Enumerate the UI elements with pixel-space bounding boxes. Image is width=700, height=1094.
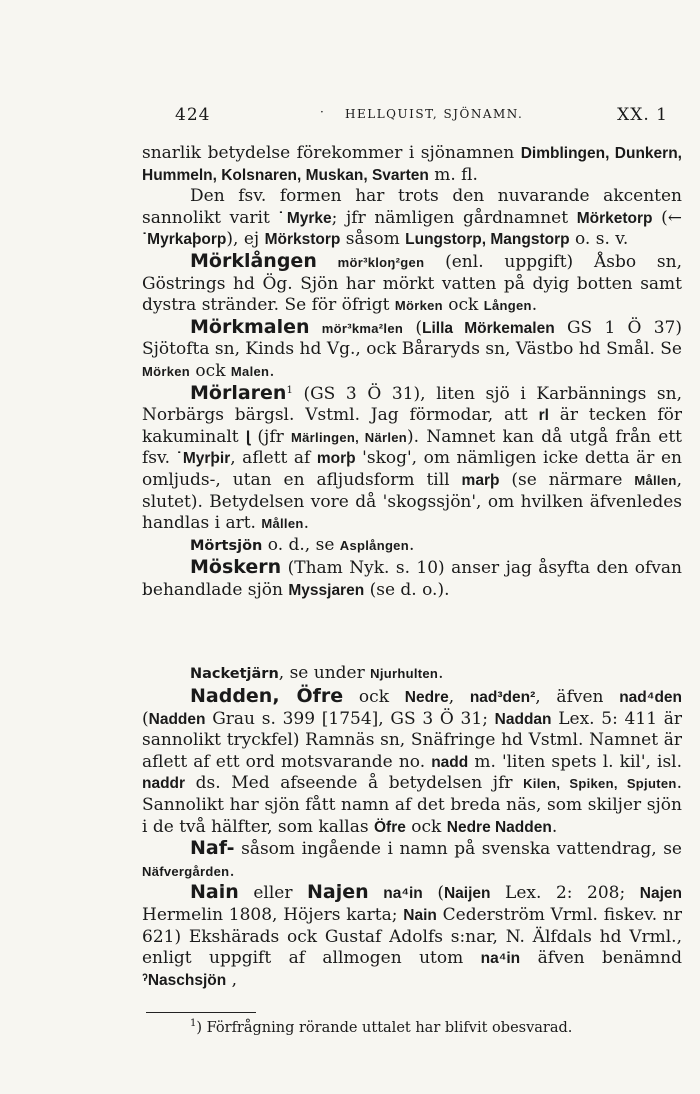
bold-term: Myssjaren [288, 581, 365, 599]
text: 'skog', om nämligen icke detta är en omljuds-, utan en afljudsform till [142, 448, 682, 490]
entry-headword: Naf- [190, 837, 235, 860]
text: . [438, 663, 444, 684]
text: eller [238, 883, 308, 904]
entry-headword: Nacketjärn [190, 666, 279, 683]
text: är tecken för kakuminalt [142, 405, 682, 447]
text: , äfven [535, 687, 620, 708]
text: (Tham Nyk. s. 10) anser jag åsyfta den ofvan behandlade sjön [142, 558, 682, 600]
bold-term: Nedre Nadden [446, 818, 552, 836]
text: (jfr [250, 426, 292, 447]
entry-morkmalen [142, 317, 682, 383]
text: ), ej [226, 229, 265, 250]
text: . [229, 860, 235, 881]
text: ock [343, 687, 405, 708]
main-text [142, 143, 682, 991]
entry-headword: Nain [190, 881, 239, 904]
text: såsom ingående i namn på svenska vattendrag, se [234, 839, 682, 860]
text: såsom [340, 229, 406, 250]
bold-term: Malen [230, 363, 270, 379]
text: , slutet). Betydelsen vore då 'skogssjön', om hvilken äfvenledes handlas i art. [142, 469, 683, 534]
text: (enl. uppgift) Åsbo sn, Göstrings hd Ög. Sjön har mörkt vatten på dyig botten samt dystra stränder. Se för öfrigt [142, 251, 682, 316]
text: Lex. 5: 411 är sannolikt tryckfel) Ramnäs sn, Snäfringe hd Vstml. Namnet är aflett af ett ord motsvarande no. [142, 708, 682, 772]
entry-headword: Nadden, Öfre [190, 685, 344, 708]
text: ds. Med afseende å betydelsen jfr [185, 773, 524, 794]
pronunciation: nad⁴den [619, 689, 682, 707]
footnote-text: ) Förfrågning rörande uttalet har blifvit obesvarad. [196, 1020, 573, 1036]
running-title: HELLQUIST, SJÖNAMN. [345, 107, 524, 121]
text: . [303, 513, 310, 534]
entry-nacketjarn [142, 663, 682, 686]
bold-term: ˀNaschsjön [142, 971, 227, 989]
text: ( [142, 708, 149, 729]
text: ). Namnet kan då utgå från ett fsv. [142, 426, 683, 469]
text: GS 1 Ö 37) Sjötofta sn, Kinds hd Vg., ock Båraryds sn, Västbo hd Smål. Se [142, 317, 683, 360]
bold-term: Mållen [261, 516, 304, 532]
bold-term: ˙Myrþir [176, 450, 231, 468]
text: o. d., se [262, 534, 340, 555]
entry-nadden [142, 686, 682, 838]
text: ock [190, 360, 231, 381]
bold-term: naddr [142, 775, 186, 793]
text: m. 'liten spets l. kil', isl. [468, 751, 683, 772]
text: Cederström Vrml. fiskev. nr 621) Ekshärads ock Gustaf Adolfs s:nar, N. Älfdals hd Vrml., enligt uppgift af allmogen utom [142, 905, 682, 969]
bold-term: Najen [639, 885, 682, 903]
bold-term: Mörketorp [576, 209, 653, 227]
footnote-marker: 1 [190, 1018, 197, 1029]
paragraph-1 [142, 143, 682, 186]
text: , [448, 687, 470, 708]
text: (se närmare [499, 469, 635, 490]
bold-term: Naijen [443, 885, 491, 903]
bold-term: Naddan [494, 710, 552, 728]
text: Grau s. 399 [1754], GS 3 Ö 31; [205, 708, 495, 729]
text: äfven benämnd [520, 948, 682, 969]
pronunciation: na⁴in [480, 950, 521, 968]
text: , [226, 969, 238, 990]
footnote-divider [146, 1012, 256, 1013]
text: . [531, 295, 538, 316]
bold-term: Nedre [404, 689, 449, 707]
text: o. s. v. [569, 229, 629, 250]
text: Hermelin 1808, Höjers karta; [142, 905, 404, 925]
pronunciation: nad³den² [469, 689, 536, 707]
bold-term: Lången [483, 298, 532, 314]
bold-term: nadd [431, 753, 469, 771]
entry-morlaren [142, 383, 682, 535]
text: . Sannolikt har sjön fått namn af det breda näs, som skiljer sjön i de två hälfter, som kallas [142, 773, 683, 837]
entry-nain [142, 882, 682, 991]
text: . [269, 360, 275, 381]
entry-headword: Möskern [190, 556, 282, 579]
bold-term: Kilen, Spiken, Spjuten [523, 776, 677, 792]
bold-term: ˙Myrke [278, 209, 332, 227]
text: snarlik betydelse förekommer i sjönamnen [142, 143, 521, 163]
bold-term: Dimblingen, Dunkern, Hummeln, Kolsnaren, Muskan, Svarten [142, 145, 682, 184]
text: ock [405, 816, 447, 837]
bold-term: Nain [403, 907, 437, 924]
bold-term: Mållen [634, 472, 677, 488]
entry-moskern [142, 557, 682, 601]
pronunciation: na⁴in [383, 885, 423, 903]
footnote-ref: 1 [286, 384, 293, 396]
bold-term: Asplången [339, 537, 409, 553]
entry-morklangen [142, 251, 682, 317]
bold-term: Lilla Mörkemalen [422, 319, 555, 337]
entry-headword: Najen [307, 881, 369, 904]
page-header [175, 105, 680, 129]
entry-naf [142, 838, 682, 882]
text: ; jfr nämligen gårdnamnet [331, 207, 577, 228]
text: (← [652, 207, 683, 228]
bold-term: morþ [316, 450, 356, 468]
bold-term: Näfvergården [142, 863, 230, 879]
text: . [551, 816, 558, 837]
pronunciation: mör³kma²len [321, 320, 404, 336]
page-number: 424 [175, 105, 211, 125]
bold-term: ˙Myrkaþorp [142, 231, 227, 249]
entry-headword: Mörtsjön [190, 537, 263, 554]
section-number: XX. 1 [617, 105, 668, 125]
text: Den fsv. formen har trots den nuvarande akcenten sannolikt varit [142, 186, 682, 228]
bold-term: Nadden [148, 710, 206, 728]
entry-headword: Mörlaren [190, 381, 287, 404]
bold-term: Mörkstorp [264, 231, 341, 249]
bold-term: Mörken [394, 298, 443, 314]
text: ( [403, 317, 423, 338]
text: ( [422, 883, 444, 904]
footnote [190, 1018, 660, 1038]
bold-term: ɭ [245, 428, 251, 446]
entry-headword: Mörklången [190, 249, 317, 272]
text: . [408, 534, 415, 555]
bold-term: marþ [461, 471, 500, 489]
text: (se d. o.). [364, 579, 450, 600]
text: , se under [278, 663, 371, 684]
text: (GS 3 Ö 31), liten sjö i Karbännings sn, Norbärgs bärgsl. Vstml. Jag förmodar, att [142, 383, 682, 426]
bold-term: Njurhulten [370, 666, 439, 682]
bold-term: rl [538, 407, 549, 425]
bold-term: Mörken [142, 363, 191, 379]
bold-term: Lungstorp, Mangstorp [405, 231, 570, 249]
pronunciation: mör³kloŋ²gen [337, 254, 425, 270]
paragraph-2 [142, 186, 682, 251]
bold-term: Öfre [374, 818, 406, 836]
entry-mortsjon [142, 535, 682, 558]
section-gap [142, 601, 682, 663]
header-mark: · [320, 105, 325, 119]
entry-headword: Mörkmalen [190, 315, 310, 338]
text [369, 883, 384, 903]
bold-term: Märlingen, Närlen [291, 429, 408, 445]
text: m. fl. [428, 164, 478, 185]
text: Lex. 2: 208; [490, 883, 640, 904]
text: ock [442, 295, 484, 316]
text: , aflett af [230, 448, 317, 469]
